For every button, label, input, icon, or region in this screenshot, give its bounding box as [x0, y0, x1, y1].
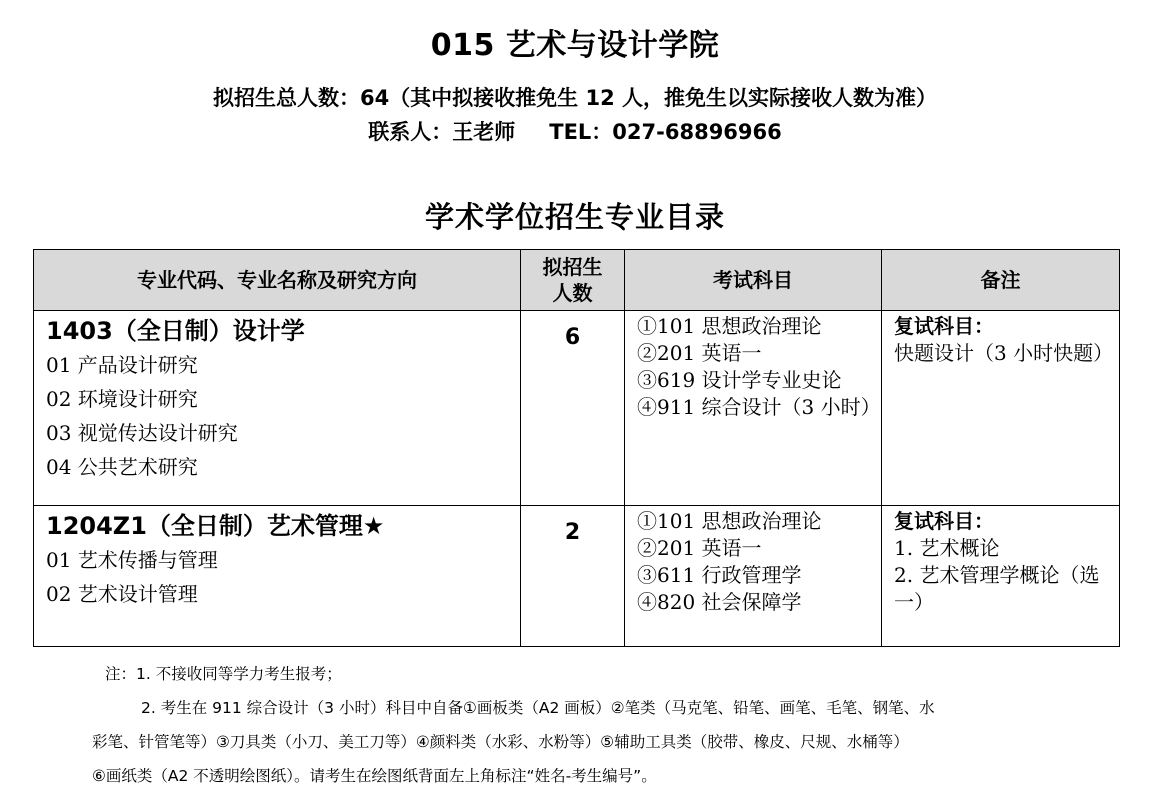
enrollment-count: 6	[521, 311, 625, 506]
header-notes: 备注	[882, 250, 1120, 311]
program-catalog-table	[33, 249, 1120, 647]
footnote-1: 注：1. 不接收同等学力考生报考；	[105, 665, 342, 683]
contact-tel: TEL：027-68896966	[549, 120, 782, 144]
page-title: 015 艺术与设计学院	[430, 28, 720, 63]
major-cell	[34, 506, 521, 647]
research-direction: 02 艺术设计管理	[46, 582, 198, 606]
major-cell	[34, 311, 521, 506]
exam-subjects-cell	[625, 506, 882, 647]
exam-subject: ③611 行政管理学	[637, 563, 802, 587]
table-row	[34, 311, 1120, 506]
footnote-2-cont: 彩笔、针管笔等）③刀具类（小刀、美工刀等）④颜料类（水彩、水粉等）⑤辅助工具类（胶带、橡皮、尺规、水桶等）	[92, 733, 909, 751]
notes-cell	[882, 311, 1120, 506]
exam-subject: ①101 思想政治理论	[637, 509, 822, 533]
research-direction: 04 公共艺术研究	[46, 455, 198, 479]
exam-subject: ②201 英语一	[637, 536, 762, 560]
table-header-row	[34, 250, 1120, 311]
program-title: 1403（全日制）设计学	[46, 317, 305, 345]
footnotes	[92, 657, 1065, 793]
program-title: 1204Z1（全日制）艺术管理★	[46, 512, 385, 540]
enrollment-summary: 拟招生总人数：64（其中拟接收推免生 12 人，推免生以实际接收人数为准）	[212, 86, 938, 110]
exam-subject: ④911 综合设计（3 小时）	[637, 395, 881, 419]
retest-label: 复试科目：	[894, 314, 994, 338]
exam-subject: ②201 英语一	[637, 341, 762, 365]
notes-cell	[882, 506, 1120, 647]
research-direction: 02 环境设计研究	[46, 387, 198, 411]
research-direction: 01 艺术传播与管理	[46, 548, 218, 572]
exam-subject: ①101 思想政治理论	[637, 314, 822, 338]
footnote-2: 2. 考生在 911 综合设计（3 小时）科目中自备①画板类（A2 画板）②笔类（马克笔、铅笔、画笔、毛笔、钢笔、水	[141, 699, 935, 717]
enrollment-count: 2	[521, 506, 625, 647]
retest-label: 复试科目：	[894, 509, 994, 533]
research-direction: 01 产品设计研究	[46, 353, 198, 377]
contact-person: 联系人：王老师	[368, 120, 516, 144]
header-count	[521, 250, 625, 311]
retest-subject: 1. 艺术概论	[894, 536, 1000, 560]
retest-subject: 2. 艺术管理学概论（选一）	[894, 563, 1100, 614]
exam-subject: ③619 设计学专业史论	[637, 368, 842, 392]
research-direction: 03 视觉传达设计研究	[46, 421, 238, 445]
table-row	[34, 506, 1120, 647]
header-subjects: 考试科目	[625, 250, 882, 311]
header-count-line1: 拟招生	[542, 255, 603, 279]
retest-subject: 快题设计（3 小时快题）	[894, 341, 1114, 365]
contact-line	[0, 116, 1150, 146]
exam-subject: ④820 社会保障学	[637, 590, 802, 614]
exam-subjects-cell	[625, 311, 882, 506]
header-count-line2: 人数	[552, 281, 593, 305]
footnote-2-end: ⑥画纸类（A2 不透明绘图纸）。请考生在绘图纸背面左上角标注“姓名-考生编号”。	[92, 767, 657, 785]
header-major: 专业代码、专业名称及研究方向	[34, 250, 521, 311]
section-title: 学术学位招生专业目录	[424, 200, 725, 234]
